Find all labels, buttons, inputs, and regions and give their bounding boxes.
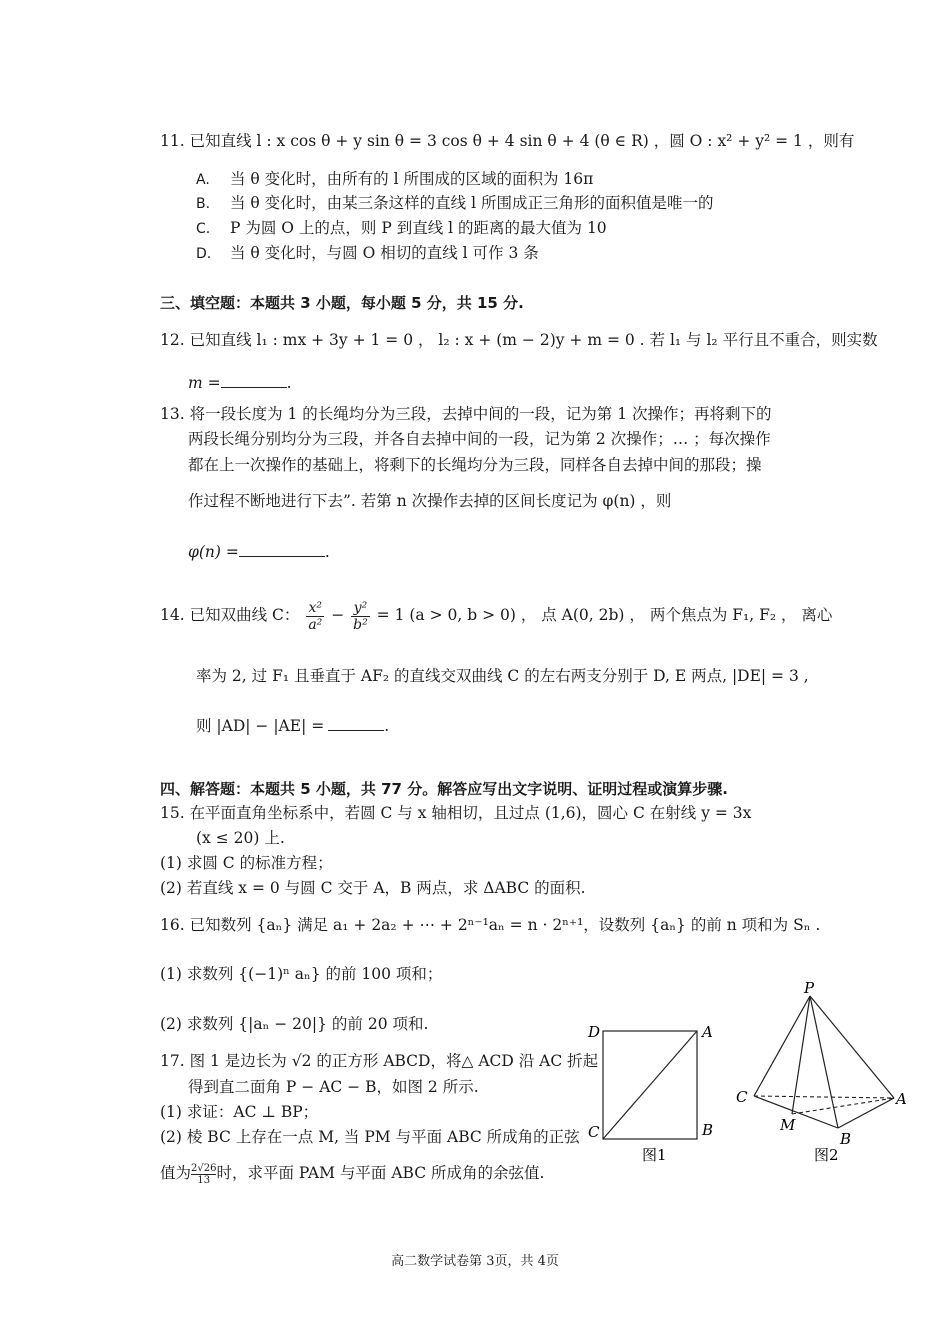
edge-cb (754, 1096, 838, 1128)
q14-line-2: 率为 2, 过 F₁ 且垂直于 AF₂ 的直线交双曲线 C 的左右两支分别于 D, E 两点, |DE| = 3 , (196, 667, 809, 685)
q11-option-c (196, 218, 607, 239)
option-label: B. (196, 196, 211, 212)
numerator: 2√26 (191, 1162, 217, 1174)
figure-2-pyramid (730, 978, 910, 1168)
answer-blank[interactable] (328, 716, 384, 731)
edge-pa (810, 996, 894, 1098)
option-text: 当 θ 变化时，由所有的 l 所围成的区域的面积为 16π (230, 170, 594, 188)
minus-sign: − (331, 606, 345, 624)
section-4-title: 四、解答题：本题共 5 小题，共 77 分。解答应写出文字说明、证明过程或演算步骤. (160, 780, 728, 798)
q16-part-2: (2) 求数列 {|aₙ − 20|} 的前 20 项和. (160, 1015, 429, 1033)
fraction-y2-b2 (351, 600, 370, 633)
option-text: 当 θ 变化时，与圆 O 相切的直线 l 可作 3 条 (230, 244, 539, 262)
option-label: A. (196, 172, 210, 188)
q11-option-a (196, 169, 593, 190)
edge-pb (810, 996, 838, 1128)
edge-ba (838, 1098, 894, 1128)
option-label: D. (196, 246, 212, 262)
q14-equation-rest: = 1 (a > 0, b > 0) ， 点 A(0, 2b) ， 两个焦点为 F₁, F₂ ， 离心 (376, 606, 833, 624)
figure-2-caption: 图2 (814, 1146, 839, 1164)
q13-line-3: 都在上一次操作的基础上，将剩下的长绳均分为三段，同样各自去掉中间的那段；操 (188, 456, 762, 474)
edge-pc (754, 996, 810, 1096)
edge-ca-hidden (754, 1096, 894, 1098)
label-b: B (840, 1130, 852, 1148)
q17-line-1: 17. 图 1 是边长为 √2 的正方形 ABCD，将△ ACD 沿 AC 折起 (160, 1052, 599, 1070)
q12-answer: m = . (188, 374, 292, 392)
option-label: C. (196, 221, 211, 237)
diagonal-ac (603, 1031, 697, 1139)
q14-line-3-prefix: 则 |AD| − |AE| = (196, 717, 325, 735)
q13-answer: φ(n) = . (188, 543, 330, 561)
answer-prefix: m = (188, 374, 221, 392)
q14-line-1 (160, 598, 832, 633)
q15-line-1: 15. 在平面直角坐标系中，若圆 C 与 x 轴相切，且过点 (1,6)，圆心 C 在射线 y = 3x (160, 804, 752, 822)
q17-line-5-prefix: 值为 (160, 1164, 192, 1182)
q12-stem: 12. 已知直线 l₁ : mx + 3y + 1 = 0 ， l₂ : x + (m − 2)y + m = 0 . 若 l₁ 与 l₂ 平行且不重合，则实数 (160, 331, 878, 349)
page-footer: 高二数学试卷第 3页，共 4页 (391, 1254, 559, 1269)
q15-part-1: (1) 求圆 C 的标准方程； (160, 854, 333, 872)
denominator: b² (353, 616, 368, 633)
denominator: 13 (197, 1174, 211, 1186)
q17-line-2: 得到直二面角 P − AC − B，如图 2 所示. (188, 1078, 479, 1096)
label-a: A (702, 1023, 713, 1041)
q13-line-1: 13. 将一段长度为 1 的长绳均分为三段，去掉中间的一段，记为第 1 次操作；再将剩下的 (160, 405, 772, 423)
q16-part-1: (1) 求数列 {(−1)ⁿ aₙ} 的前 100 项和； (160, 965, 443, 983)
answer-blank[interactable] (221, 373, 287, 388)
q11-stem: 11. 已知直线 l : x cos θ + y sin θ = 3 cos θ + 4 sin θ + 4 (θ ∈ R) ，圆 O : x² + y² = 1 ，则有 (160, 132, 855, 150)
segment-pm (792, 996, 810, 1114)
label-m: M (780, 1116, 796, 1134)
answer-blank[interactable] (239, 542, 325, 557)
answer-prefix: φ(n) = (188, 543, 239, 561)
q11-option-d (196, 243, 539, 264)
numerator: y² (351, 600, 370, 617)
label-a: A (896, 1090, 907, 1108)
label-d: D (588, 1023, 601, 1041)
label-p: P (804, 979, 815, 997)
option-text: P 为圆 O 上的点，则 P 到直线 l 的距离的最大值为 10 (230, 219, 607, 237)
numerator: x² (306, 600, 324, 617)
label-c: C (588, 1123, 600, 1141)
fraction-2sqrt26-13 (191, 1163, 216, 1186)
q15-line-2: (x ≤ 20) 上. (196, 829, 285, 847)
denominator: a² (308, 616, 323, 633)
q13-line-4: 作过程不断地进行下去”. 若第 n 次操作去掉的区间长度记为 φ(n) ，则 (188, 492, 672, 510)
label-b: B (702, 1121, 714, 1139)
q16-stem: 16. 已知数列 {aₙ} 满足 a₁ + 2a₂ + ⋯ + 2ⁿ⁻¹aₙ = n · 2ⁿ⁺¹，设数列 {aₙ} 的前 n 项和为 Sₙ . (160, 916, 821, 934)
section-3-title: 三、填空题：本题共 3 小题，每小题 5 分，共 15 分. (160, 294, 524, 312)
q17-part-2: (2) 棱 BC 上存在一点 M, 当 PM 与平面 ABC 所成角的正弦 (160, 1128, 580, 1146)
q17-part-1: (1) 求证：AC ⊥ BP； (160, 1103, 319, 1121)
q17-line-5-rest: 时，求平面 PAM 与平面 ABC 所成角的余弦值. (216, 1164, 545, 1182)
fraction-x2-a2 (306, 600, 324, 633)
q14-line-3: 则 |AD| − |AE| = . (196, 717, 390, 735)
label-c: C (736, 1088, 748, 1106)
q15-part-2: (2) 若直线 x = 0 与圆 C 交于 A，B 两点，求 ΔABC 的面积. (160, 879, 586, 897)
q13-line-2: 两段长绳分别均分为三段，并各自去掉中间的一段，记为第 2 次操作；… ；每次操作 (188, 430, 771, 448)
q11-option-b (196, 193, 714, 214)
figure-1-caption: 图1 (642, 1146, 667, 1164)
option-text: 当 θ 变化时，由某三条这样的直线 l 所围成正三角形的面积值是唯一的 (230, 194, 714, 212)
figure-1-square (582, 1020, 722, 1170)
q14-prefix: 14. 已知双曲线 C： (160, 606, 300, 624)
q17-line-5 (160, 1160, 544, 1186)
